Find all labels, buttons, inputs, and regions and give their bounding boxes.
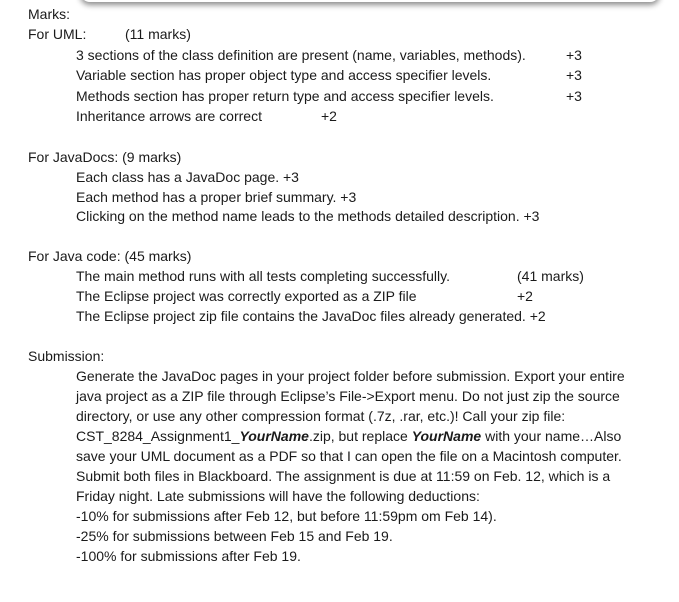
zip-name-prefix: CST_8284_Assignment1_: [76, 428, 240, 444]
zip-name-mid: .zip, but replace: [308, 428, 412, 444]
uml-item-3: Methods section has proper return type and access specifier levels.: [76, 88, 494, 104]
page-top-shadow: [80, 0, 660, 2]
submission-line-6: Submit both files in Blackboard. The assignment is due at 11:59 on Feb. 12, which is a: [76, 468, 611, 484]
marks-heading: Marks:: [28, 6, 70, 22]
submission-line-7: Friday night. Late submissions will have the following deductions:: [76, 488, 480, 504]
javacode-item-2: The Eclipse project was correctly exported as a ZIP file: [76, 288, 417, 304]
uml-item-1: 3 sections of the class definition are present (name, variables, methods).: [76, 47, 526, 63]
submission-line-2: java project as a ZIP file through Eclipse’s File->Export menu. Do not just zip the source: [76, 388, 620, 404]
your-name-emphasis-1: YourName: [239, 428, 309, 444]
submission-line-5: save your UML document as a PDF so that I can open the file on a Macintosh computer.: [76, 448, 622, 464]
javacode-item-1: The main method runs with all tests completing successfully.: [76, 268, 451, 284]
javadocs-label: For JavaDocs: (9 marks): [28, 149, 182, 165]
zip-name-suffix: with your name…Also: [481, 428, 622, 444]
deduction-100: -100% for submissions after Feb 19.: [76, 548, 301, 564]
deduction-25: -25% for submissions between Feb 15 and Feb 19.: [76, 528, 393, 544]
uml-total: (11 marks): [125, 26, 191, 42]
javacode-item-2-points: +2: [517, 288, 533, 304]
javacode-label: For Java code: (45 marks): [28, 248, 192, 264]
javacode-item-1-points: (41 marks): [517, 268, 584, 284]
deduction-10: -10% for submissions after Feb 12, but before 11:59pm om Feb 14).: [76, 508, 497, 524]
submission-line-4: [76, 426, 621, 446]
uml-label: For UML:: [28, 26, 87, 42]
uml-item-4-points: +2: [321, 108, 337, 124]
submission-line-3: directory, or use any other compression format (.7z, .rar, etc.)! Call your zip file:: [76, 408, 566, 424]
uml-item-2: Variable section has proper object type and access specifier levels.: [76, 67, 492, 83]
javadocs-item-2: Each method has a proper brief summary. +3: [76, 189, 357, 205]
submission-line-1: Generate the JavaDoc pages in your project folder before submission. Export your entire: [76, 368, 625, 384]
uml-item-2-points: +3: [566, 67, 582, 83]
submission-label: Submission:: [28, 348, 105, 364]
your-name-emphasis-2: YourName: [411, 428, 482, 444]
uml-item-3-points: +3: [566, 88, 582, 104]
uml-item-1-points: +3: [566, 47, 582, 63]
uml-item-4: Inheritance arrows are correct: [76, 108, 262, 124]
javacode-item-3: The Eclipse project zip file contains the JavaDoc files already generated. +2: [76, 308, 546, 324]
javadocs-item-1: Each class has a JavaDoc page. +3: [76, 169, 299, 185]
javadocs-item-3: Clicking on the method name leads to the methods detailed description. +3: [76, 208, 540, 224]
